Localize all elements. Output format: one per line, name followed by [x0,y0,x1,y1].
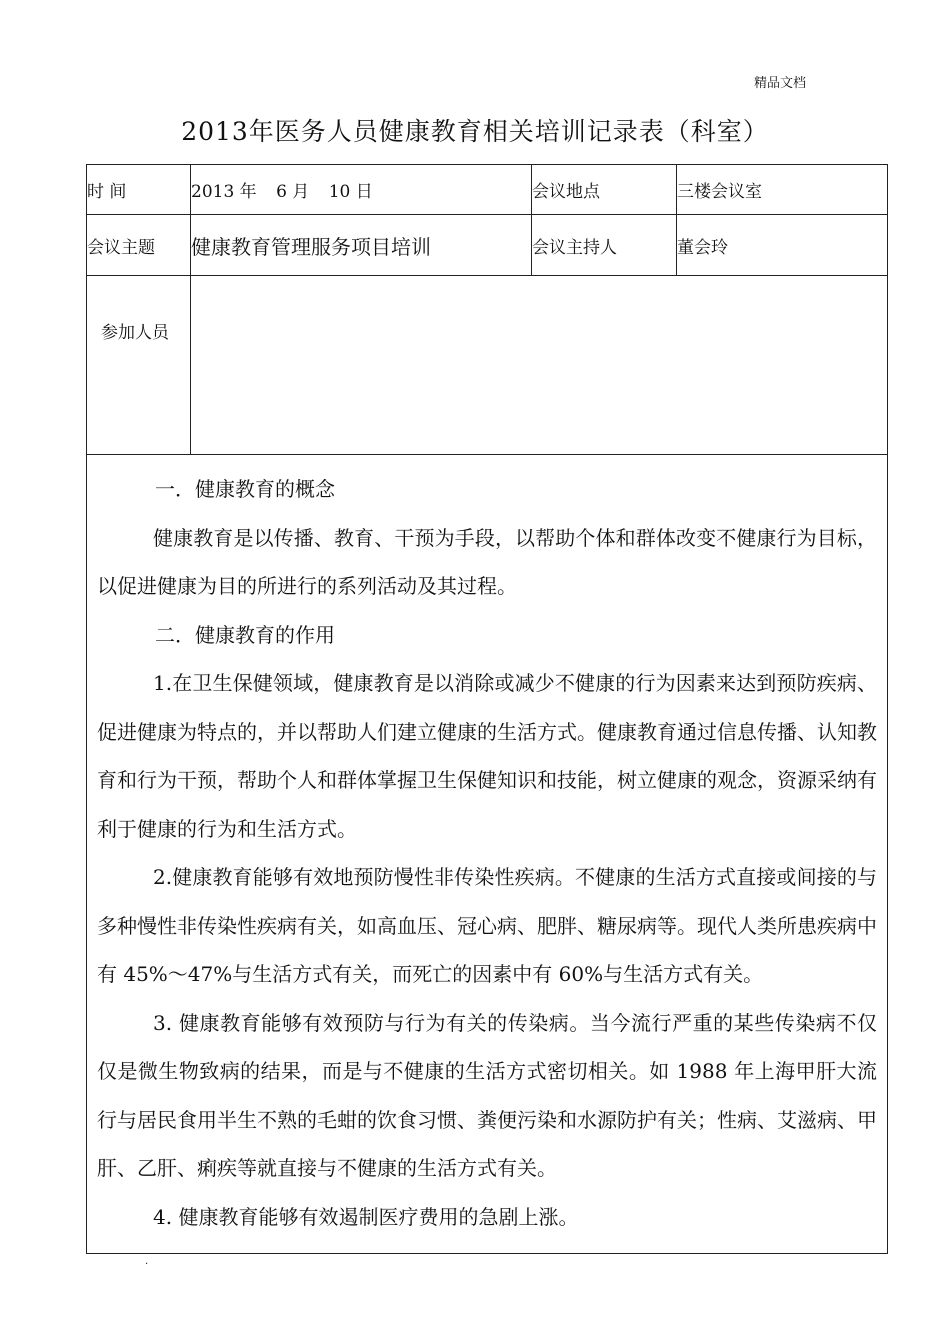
footer-mark: . [145,1256,149,1267]
row-time-location [87,165,888,215]
document-title: 2013年医务人员健康教育相关培训记录表（科室） [181,117,769,146]
header-mark: 精品文档 [753,76,806,91]
date-day: 10 日 [328,182,373,202]
section1-paragraph: 健康教育是以传播、教育、干预为手段，以帮助个体和群体改变不健康行为目标，以促进健康为目的所进行的系列活动及其过程。 [97,525,877,598]
host-label: 会议主持人 [532,215,677,276]
attendees-value [191,276,888,455]
training-record-table [86,164,888,1254]
item-4: 4. 健康教育能够有效遏制医疗费用的急剧上涨。 [153,1204,579,1229]
item-1: 1.在卫生保健领域，健康教育是以消除或减少不健康的行为因素来达到预防疾病、促进健康为特点的，并以帮助人们建立健康的生活方式。健康教育通过信息传播、认知教育和行为干预，帮助个人和群体掌握卫生保健知识和技能，树立健康的观念，资源采纳有利于健康的行为和生活方式。 [97,671,877,841]
section2-title: 二．健康教育的作用 [155,622,335,647]
location-label: 会议地点 [532,165,677,215]
date-value [191,165,532,215]
item-3: 3. 健康教育能够有效预防与行为有关的传染病。当今流行严重的某些传染病不仅仅是微生物致病的结果，而是与不健康的生活方式密切相关。如 1988 年上海甲肝大流行与居民食用半生不熟的毛蚶的饮食习惯、粪便污染和水源防护有关；性病、艾滋病、甲肝、乙肝、痢疾等就直接与不健康的生活方式有关。 [97,1010,877,1180]
time-label: 时 间 [87,165,191,215]
topic-label: 会议主题 [87,215,191,276]
item-2: 2.健康教育能够有效地预防慢性非传染性疾病。不健康的生活方式直接或间接的与多种慢性非传染性疾病有关，如高血压、冠心病、肥胖、糖尿病等。现代人类所患疾病中有 45%～47%与生活方式有关，而死亡的因素中有 60%与生活方式有关。 [97,865,877,986]
section1-title: 一．健康教育的概念 [155,477,335,501]
attendees-label: 参加人员 [87,276,191,455]
location-value: 三楼会议室 [677,165,888,215]
host-value: 董会玲 [677,215,888,276]
row-topic-host [87,215,888,276]
row-content [87,455,888,1254]
content-cell [87,455,888,1254]
row-attendees [87,276,888,455]
date-month: 6 月 [276,182,310,202]
topic-value: 健康教育管理服务项目培训 [191,215,532,276]
date-year: 2013 年 [191,182,257,202]
